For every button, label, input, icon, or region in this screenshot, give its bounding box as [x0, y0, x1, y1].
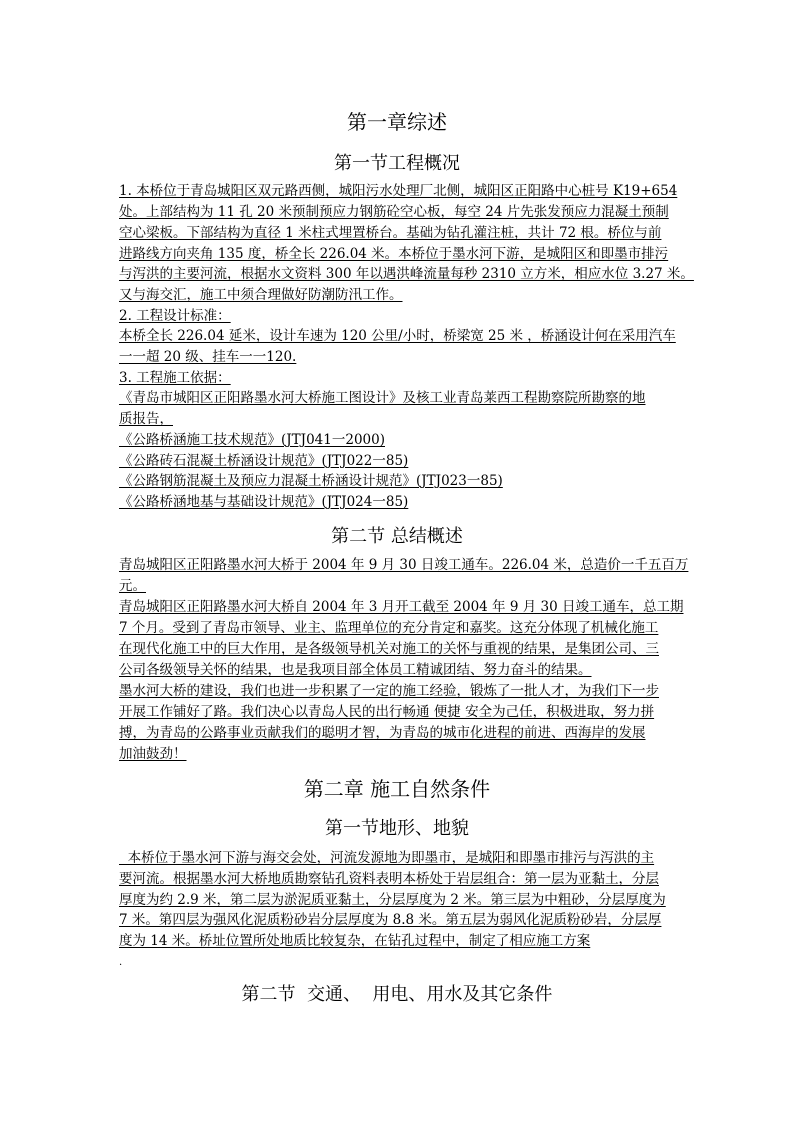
chapter-2-section-2-title: 第二节 交通、 用电、用水及其它条件: [241, 984, 553, 1005]
text-line: 青岛城阳区正阳路墨水河大桥于 2004 年 9 月 30 日竣工通车。226.04 米，总造价一千五百万: [119, 557, 689, 573]
text-line: 厚度为约 2.9 米，第二层为淤泥质亚黏土，分层厚度为 2 米。第三层为中粗砂，分层厚度为: [119, 892, 666, 908]
text-line: 本桥全长 226.04 延米，设计车速为 120 公里/小时，桥梁宽 25 米 ，桥涵设计何在采用汽车: [119, 328, 676, 344]
text-line: 度为 14 米。桥址位置所处地质比较复杂，在钻孔过程中，制定了相应施工方案: [119, 933, 591, 949]
chapter-1-section-1-title: 第一节工程概况: [334, 153, 460, 174]
chapter-1-section-2-title: 第二节 总结概述: [331, 526, 463, 547]
text-line: 《公路桥涵施工技术规范》(JTJ041一2000): [119, 432, 385, 448]
text-line: 《青岛市城阳区正阳路墨水河大桥施工图设计》及核工业青岛莱西工程勘察院所勘察的地: [119, 390, 646, 406]
text-line: 7 米。第四层为强风化泥质粉砂岩分层厚度为 8.8 米。第五层为弱风化泥质粉砂岩，分层厚: [119, 912, 662, 928]
chapter-1-title: 第一章综述: [347, 110, 447, 134]
text-line: 《公路钢筋混凝土及预应力混凝土桥涵设计规范》(JTJ023一85): [119, 473, 503, 489]
text-line: 3. 工程施工依据：: [119, 370, 231, 386]
text-line: 空心梁板。下部结构为直径 1 米柱式埋置桥台。基础为钻孔灌注桩，共计 72 根。桥位与前: [119, 225, 662, 241]
text-line: 开展工作铺好了路。我们决心以青岛人民的出行畅通 便捷 安全为己任，积极进取，努力拼: [119, 704, 655, 720]
text-line: 进路线方向夹角 135 度，桥全长 226.04 米。本桥位于墨水河下游，是城阳区和即墨市排污: [119, 246, 669, 262]
chapter-2-section-1-title: 第一节地形、地貌: [325, 818, 469, 839]
text-line: 在现代化施工中的巨大作用，是各级领导机关对施工的关怀与重视的结果，是集团公司、三: [119, 641, 659, 657]
text-line: 与泻洪的主要河流，根据水文资料 300 年以遇洪峰流量每秒 2310 立方米，相应水位 3.27 米。: [119, 266, 694, 282]
chapter-2-title: 第二章 施工自然条件: [303, 777, 491, 801]
text-line: 1. 本桥位于青岛城阳区双元路西侧，城阳污水处理厂北侧，城阳区正阳路中心桩号 K19+654: [119, 183, 678, 199]
text-line: 加油鼓劲！: [119, 746, 187, 762]
text-line: 2. 工程设计标准：: [119, 308, 231, 324]
text-line: 要河流。根据墨水河大桥地质勘察钻孔资料表明本桥处于岩层组合：第一层为亚黏土，分层: [119, 871, 659, 887]
text-line: 公司各级领导关怀的结果，也是我项目部全体员工精诚团结、努力奋斗的结果。: [119, 662, 592, 678]
text-line: 又与海交汇，施工中须合理做好防潮防汛工作。: [119, 287, 403, 303]
text-line: 本桥位于墨水河下游与海交会处，河流发源地为即墨市，是城阳和即墨市排污与泻洪的主: [119, 850, 655, 866]
text-line: 青岛城阳区正阳路墨水河大桥自 2004 年 3 月开工截至 2004 年 9 月 30 日竣工通车，总工期: [119, 599, 684, 615]
text-line: 搏，为青岛的公路事业贡献我们的聪明才智，为青岛的城市化进程的前进、西海岸的发展: [119, 725, 646, 741]
text-line: 7 个月。受到了青岛市领导、业主、监理单位的充分肯定和嘉奖。这充分体现了机械化施工: [119, 620, 659, 636]
text-line: 元。: [119, 578, 146, 594]
text-line: 《公路砖石混凝土桥涵设计规范》(JTJ022一85): [119, 453, 409, 469]
text-line: 墨水河大桥的建设，我们也进一步积累了一定的施工经验，锻炼了一批人才，为我们下一步: [119, 683, 659, 699]
text-line: 一一超 20 级、挂车一一120.: [119, 349, 297, 365]
text-line: 《公路桥涵地基与基础设计规范》(JTJ024一85): [119, 494, 409, 510]
text-line: 质报告，: [119, 411, 173, 427]
text-line: 处。上部结构为 11 孔 20 米预制预应力钢筋砼空心板，每空 24 片先张发预应力混凝土预制: [119, 204, 669, 220]
trailing-mark: .: [119, 957, 123, 968]
